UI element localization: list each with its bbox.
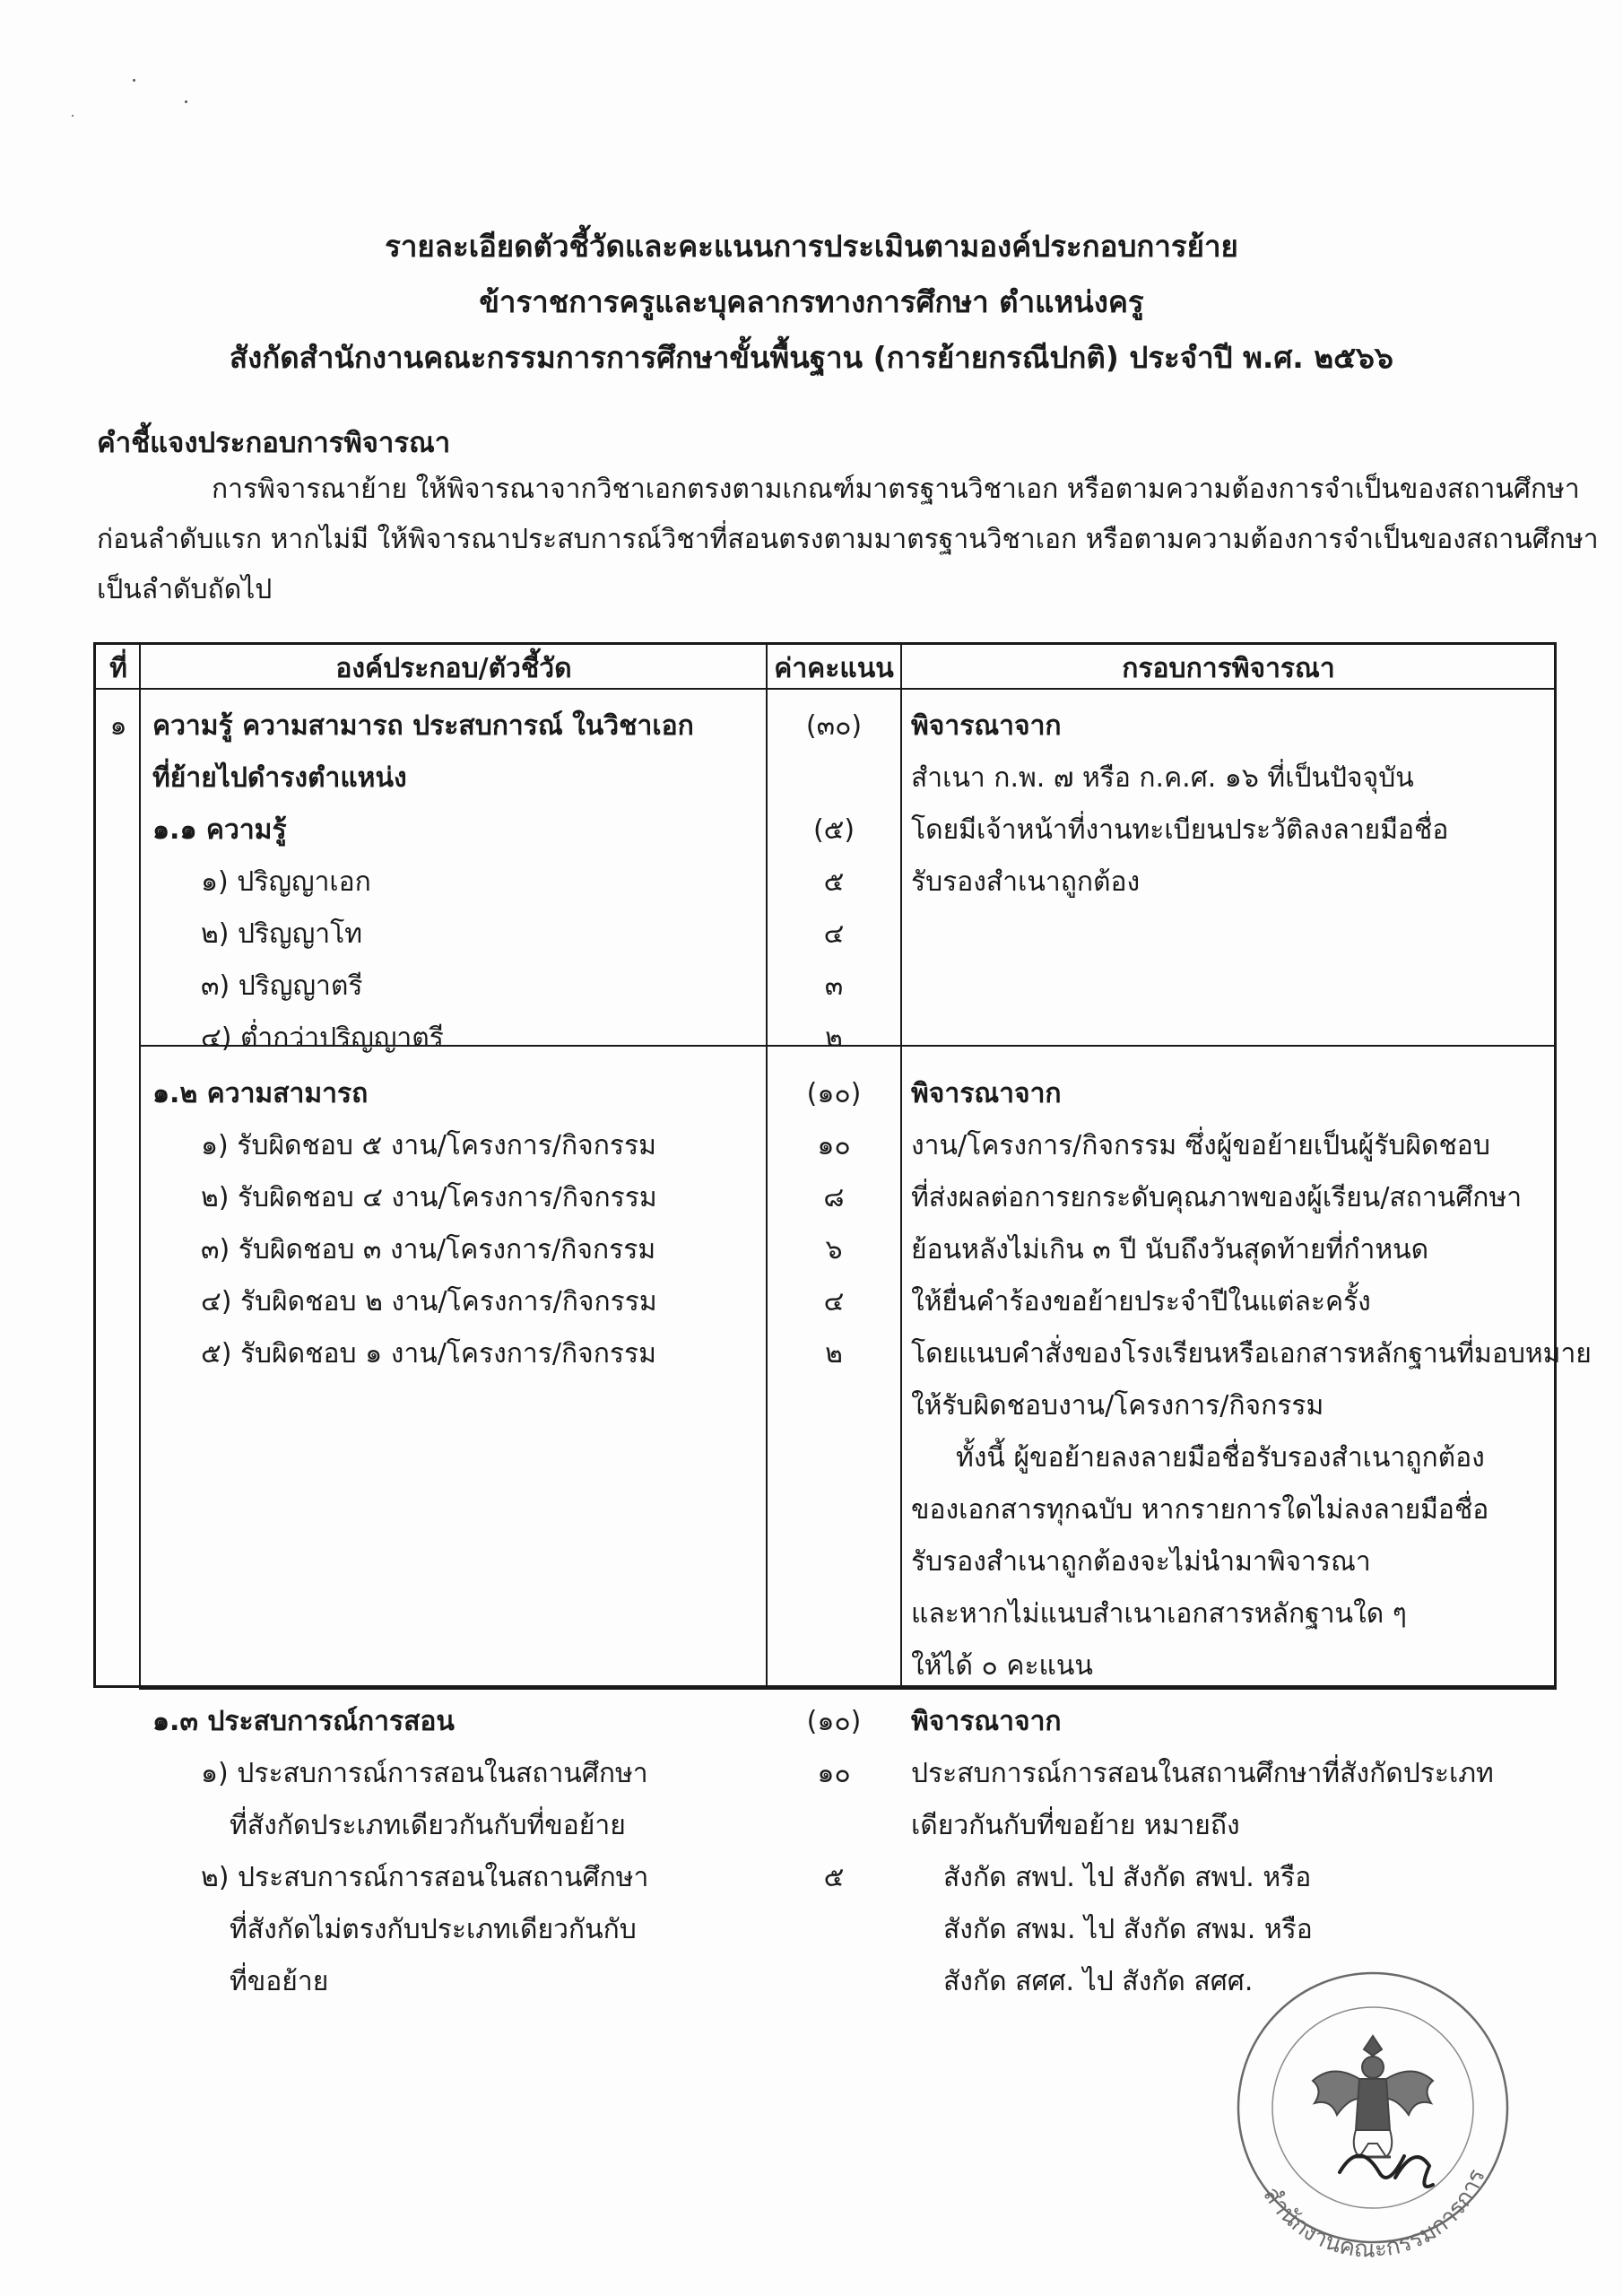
s2-score: (๑๐): [806, 1078, 862, 1109]
scan-speck: [133, 79, 135, 82]
s1-item-score: ๓: [824, 970, 844, 1002]
s1-framework-line: โดยมีเจ้าหน้าที่งานทะเบียนประวัติลงลายมือชื่อ: [911, 814, 1449, 846]
s2-item: ๑) รับผิดชอบ ๕ งาน/โครงการ/กิจกรรม: [201, 1130, 656, 1161]
instructions-line-1: [97, 465, 1580, 515]
main-component-title-line-2: ที่ย้ายไปดำรงตำแหน่ง: [152, 762, 407, 794]
s3-framework-line: ประสบการณ์การสอนในสถานศึกษาที่สังกัดประเภท: [911, 1758, 1494, 1789]
s2-title: ๑.๒ ความสามารถ: [152, 1078, 369, 1109]
scan-speck: [72, 115, 74, 117]
s2-item: ๔) รับผิดชอบ ๒ งาน/โครงการ/กิจกรรม: [201, 1286, 657, 1318]
s3-item-1-line-2: ที่สังกัดประเภทเดียวกันกับที่ขอย้าย: [230, 1810, 626, 1841]
s2-framework-line: ย้อนหลังไม่เกิน ๓ ปี นับถึงวันสุดท้ายที่กำหนด: [911, 1234, 1429, 1265]
signature-icon: [1340, 2156, 1433, 2187]
column-divider: [900, 642, 902, 1688]
stamp-seal-graphic: [1225, 1964, 1512, 2269]
s1-item: ๑) ปริญญาเอก: [201, 866, 371, 898]
s1-item: ๒) ปริญญาโท: [201, 918, 363, 950]
s2-item-score: ๘: [823, 1182, 845, 1213]
s2-framework-line: ทั้งนี้ ผู้ขอย้ายลงลายมือชื่อรับรองสำเนาถูกต้อง: [956, 1442, 1485, 1474]
s3-item-2-line-1: ๒) ประสบการณ์การสอนในสถานศึกษา: [201, 1862, 649, 1893]
row-number: ๑: [109, 710, 127, 742]
table-border-right: [1554, 642, 1557, 1688]
instructions-heading: คำชี้แจงประกอบการพิจารณา: [97, 427, 451, 459]
s3-framework-line: เดียวกันกับที่ขอย้าย หมายถึง: [911, 1810, 1240, 1841]
document-title-line-3: สังกัดสำนักงานคณะกรรมการการศึกษาขั้นพื้นฐาน (การย้ายกรณีปกติ) ประจำปี พ.ศ. ๒๕๖๖: [230, 340, 1393, 375]
s3-item-2-line-2: ที่สังกัดไม่ตรงกับประเภทเดียวกันกับ: [230, 1914, 637, 1945]
s1-score: (๕): [812, 814, 855, 846]
s2-framework-line: ของเอกสารทุกฉบับ หากรายการใดไม่ลงลายมือชื่อ: [911, 1494, 1489, 1526]
column-divider: [139, 642, 141, 1688]
s3-item-2-score: ๕: [823, 1862, 845, 1893]
s1-title: ๑.๑ ความรู้: [152, 814, 287, 846]
table-border-left: [93, 642, 96, 1688]
header-framework: กรอบการพิจารณา: [1122, 653, 1335, 684]
s2-framework-line: รับรองสำเนาถูกต้องจะไม่นำมาพิจารณา: [911, 1546, 1371, 1578]
header-no: ที่: [109, 653, 127, 684]
s3-framework-line: สังกัด สพม. ไป สังกัด สพม. หรือ: [943, 1914, 1313, 1945]
s2-item-score: ๑๐: [817, 1130, 851, 1161]
row-divider-s3: [139, 1688, 1557, 1690]
s3-item-1-line-1: ๑) ประสบการณ์การสอนในสถานศึกษา: [201, 1758, 648, 1789]
s3-framework-heading: พิจารณาจาก: [911, 1706, 1062, 1737]
s3-framework-line: สังกัด สพป. ไป สังกัด สพป. หรือ: [943, 1862, 1312, 1893]
document-title-line-2: ข้าราชการครูและบุคลากรทางการศึกษา ตำแหน่งครู: [479, 284, 1144, 319]
scan-speck: [185, 100, 187, 103]
s3-item-1-score: ๑๐: [817, 1758, 851, 1789]
s2-framework-line: และหากไม่แนบสำเนาเอกสารหลักฐานใด ๆ: [911, 1598, 1407, 1630]
s1-framework-line: สำเนา ก.พ. ๗ หรือ ก.ค.ศ. ๑๖ ที่เป็นปัจจุบัน: [911, 762, 1414, 794]
s2-item: ๓) รับผิดชอบ ๓ งาน/โครงการ/กิจกรรม: [201, 1234, 656, 1265]
s1-framework-line: รับรองสำเนาถูกต้อง: [911, 866, 1141, 898]
s2-item-score: ๔: [823, 1286, 845, 1318]
s3-framework-line: สังกัด สศศ. ไป สังกัด สศศ.: [943, 1966, 1254, 1997]
official-stamp: [1225, 1964, 1512, 2269]
s1-framework-heading: พิจารณาจาก: [911, 710, 1062, 742]
s2-framework-line: ให้รับผิดชอบงาน/โครงการ/กิจกรรม: [911, 1390, 1324, 1422]
s2-item-score: ๖: [825, 1234, 843, 1265]
main-component-title-line-1: ความรู้ ความสามารถ ประสบการณ์ ในวิชาเอก: [152, 710, 694, 742]
s1-item: ๓) ปริญญาตรี: [201, 970, 363, 1002]
s2-framework-heading: พิจารณาจาก: [911, 1078, 1062, 1109]
s3-score: (๑๐): [806, 1706, 862, 1737]
s2-item-score: ๒: [825, 1338, 843, 1370]
header-component: องค์ประกอบ/ตัวชี้วัด: [335, 653, 572, 684]
header-score: ค่าคะแนน: [774, 653, 894, 684]
s1-item-score: ๒: [825, 1022, 843, 1054]
s1-item-score: ๔: [823, 918, 845, 950]
s2-framework-line: งาน/โครงการ/กิจกรรม ซึ่งผู้ขอย้ายเป็นผู้รับผิดชอบ: [911, 1130, 1490, 1161]
main-component-score: (๓๐): [805, 710, 863, 742]
s2-item: ๒) รับผิดชอบ ๔ งาน/โครงการ/กิจกรรม: [201, 1182, 657, 1213]
instructions-paragraph: [97, 465, 1599, 615]
s3-title: ๑.๓ ประสบการณ์การสอน: [152, 1706, 455, 1737]
s3-item-2-line-3: ที่ขอย้าย: [230, 1966, 329, 1997]
s1-item: ๔) ต่ำกว่าปริญญาตรี: [201, 1022, 444, 1054]
document-title-line-1: รายละเอียดตัวชี้วัดและคะแนนการประเมินตามองค์ประกอบการย้าย: [385, 229, 1238, 264]
garuda-emblem-icon: [1313, 2036, 1433, 2157]
s2-framework-line: ให้ยื่นคำร้องขอย้ายประจำปีในแต่ละครั้ง: [911, 1286, 1371, 1318]
instructions-line-1-text: การพิจารณาย้าย ให้พิจารณาจากวิชาเอกตรงตามเกณฑ์มาตรฐานวิชาเอก หรือตามความต้องการจำเป็นของสถานศึกษา: [212, 474, 1580, 505]
stamp-text: สำนักงานคณะกรรมการการ: [1257, 2165, 1491, 2264]
s1-item-score: ๕: [823, 866, 845, 898]
s2-framework-line: ที่ส่งผลต่อการยกระดับคุณภาพของผู้เรียน/สถานศึกษา: [911, 1182, 1523, 1213]
s2-framework-line: ให้ได้ ๐ คะแนน: [911, 1650, 1093, 1682]
s2-framework-line: โดยแนบคำสั่งของโรงเรียนหรือเอกสารหลักฐานที่มอบหมาย: [911, 1338, 1592, 1370]
instructions-line-2: ก่อนลำดับแรก หากไม่มี ให้พิจารณาประสบการณ์วิชาที่สอนตรงตามมาตรฐานวิชาเอก หรือตามความต้องการจำเป็นของสถานศึกษา: [97, 524, 1599, 555]
s2-item: ๕) รับผิดชอบ ๑ งาน/โครงการ/กิจกรรม: [201, 1338, 656, 1370]
table-border-top: [93, 642, 1557, 645]
instructions-line-3: เป็นลำดับถัดไป: [97, 574, 273, 605]
